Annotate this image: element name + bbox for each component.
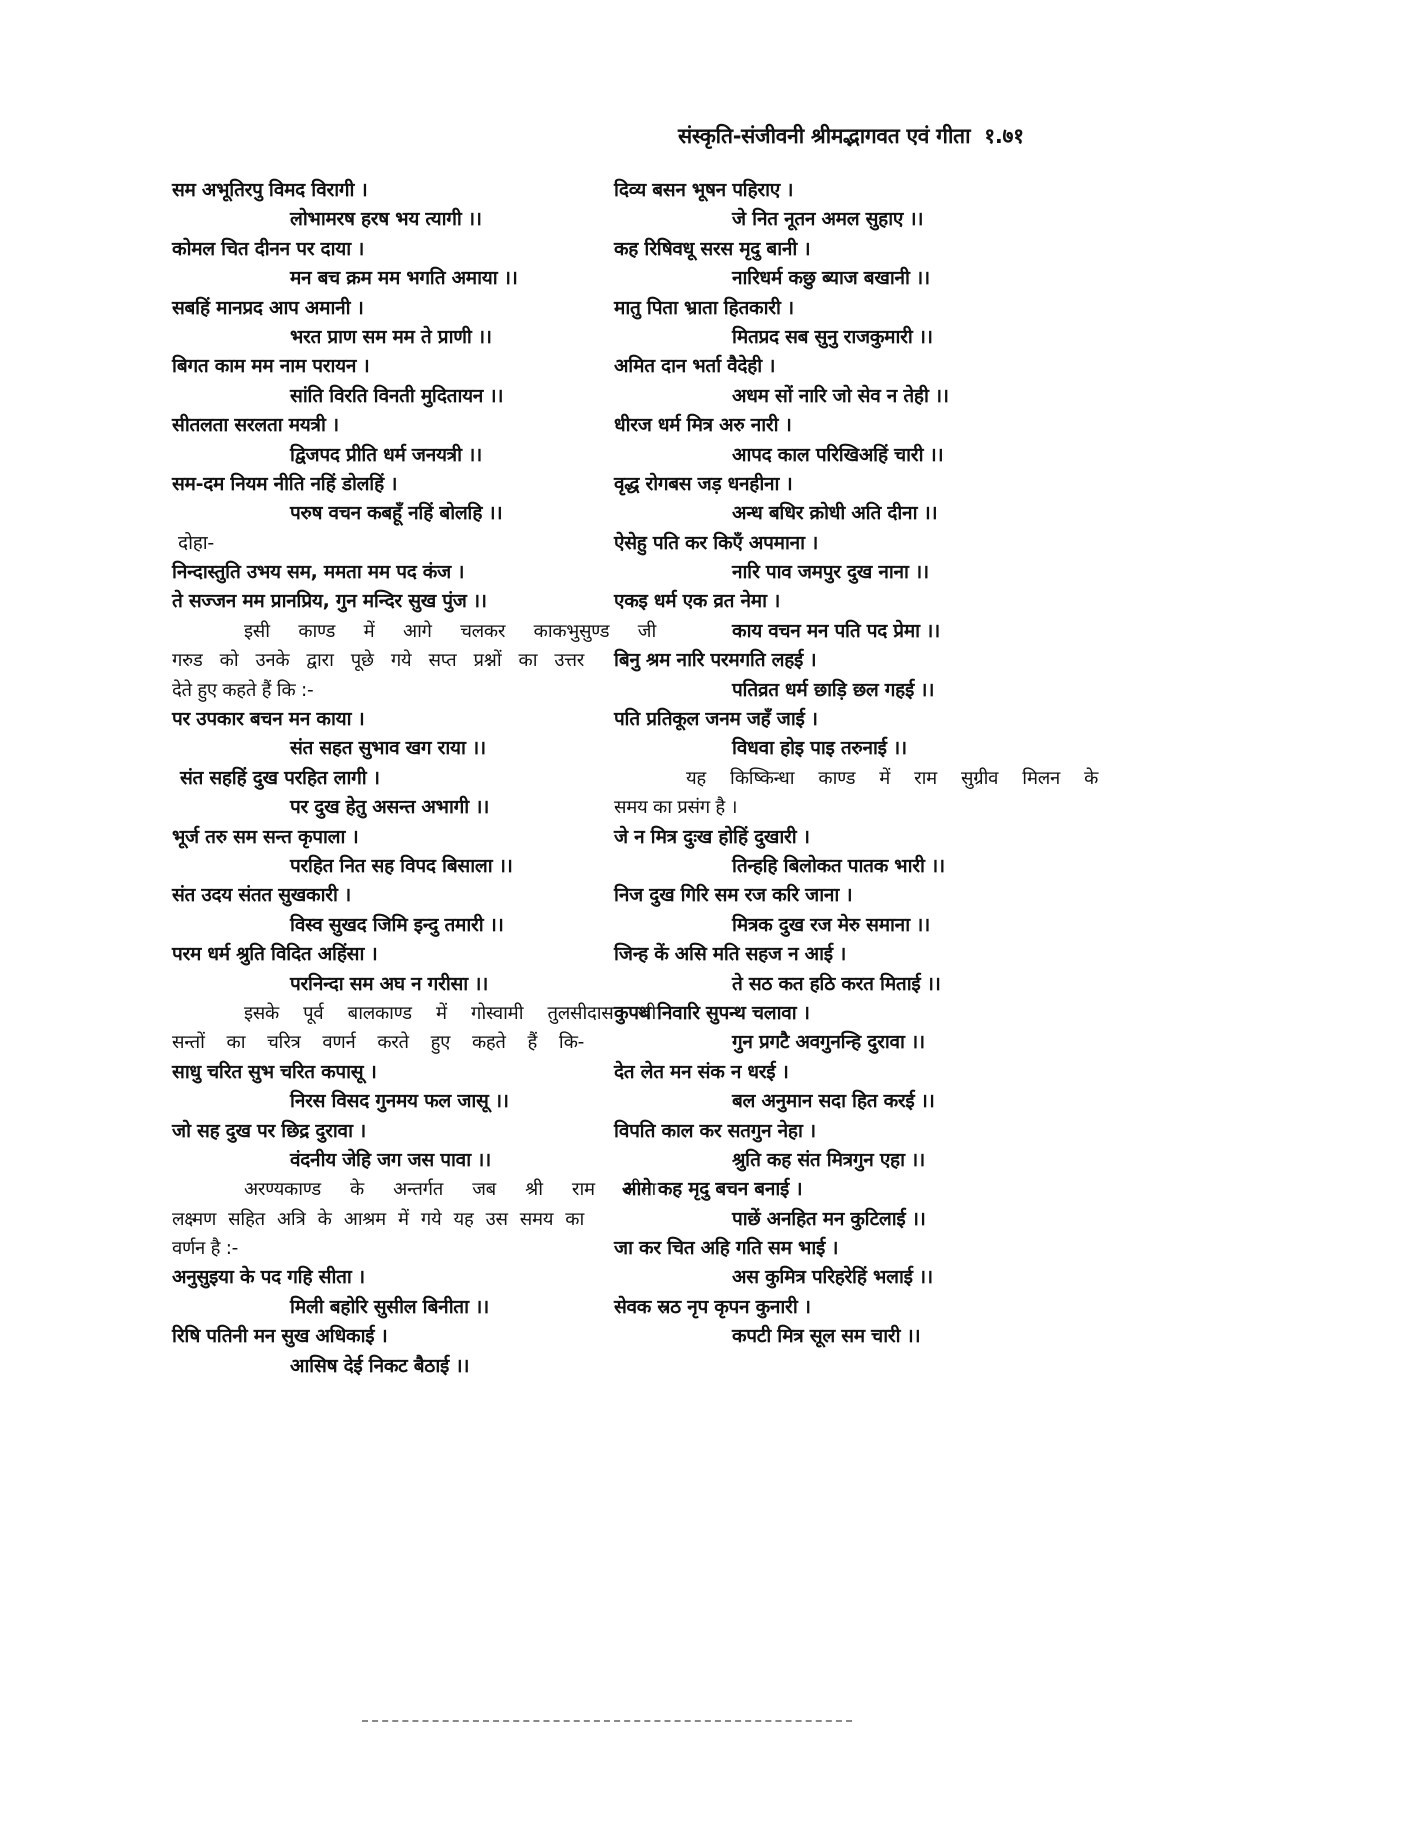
verse-line-second-half: पतिव्रत धर्म छाड़ि छल गहई ।। bbox=[732, 678, 935, 701]
verse-line-second-half: आपद काल परिखिअहिं चारी ।। bbox=[732, 443, 944, 466]
verse-line: बिगत काम मम नाम परायन । bbox=[172, 355, 370, 378]
verse-line: संत सहहिं दुख परहित लागी । bbox=[180, 766, 380, 789]
verse-line-second-half: सांति विरति विनती मुदितायन ।। bbox=[290, 384, 504, 407]
verse-line: देत लेत मन संक न धरई । bbox=[614, 1060, 789, 1083]
prose-line: वर्णन है :- bbox=[172, 1238, 239, 1260]
verse-line-second-half: विस्व सुखद जिमि इन्दु तमारी ।। bbox=[290, 913, 504, 936]
verse-line: सम-दम नियम नीति नहिं डोलहिं । bbox=[172, 472, 398, 495]
verse-line-second-half: मिली बहोरि सुसील बिनीता ।। bbox=[290, 1295, 489, 1318]
verse-line-second-half: गुन प्रगटै अवगुनन्हि दुरावा ।। bbox=[732, 1031, 925, 1054]
verse-line-second-half: अस कुमित्र परिहरेहिं भलाई ।। bbox=[732, 1266, 933, 1289]
prose-line: गरुड को उनके द्वारा पूछे गये सप्त प्रश्नों का उत्तर bbox=[172, 650, 584, 672]
verse-line: अनुसुइया के पद गहि सीता । bbox=[172, 1266, 365, 1289]
verse-line-second-half: निरस विसद गुनमय फल जासू ।। bbox=[290, 1090, 509, 1113]
verse-line-second-half: अन्ध बधिर क्रोधी अति दीना ।। bbox=[732, 502, 938, 525]
verse-line-second-half: परुष वचन कबहूँ नहिं बोलहि ।। bbox=[290, 502, 503, 525]
verse-line: कुपथ निवारि सुपन्थ चलावा । bbox=[614, 1001, 810, 1024]
verse-line-second-half: श्रुति कह संत मित्रगुन एहा ।। bbox=[732, 1148, 925, 1171]
verse-line-second-half: परहित नित सह विपद बिसाला ।। bbox=[290, 854, 513, 877]
verse-line: जिन्ह कें असि मति सहज न आई । bbox=[614, 943, 847, 966]
prose-line: समय का प्रसंग है । bbox=[614, 797, 738, 819]
verse-line-second-half: पाछें अनहित मन कुटिलाई ।। bbox=[732, 1207, 926, 1230]
verse-line: जे न मित्र दुःख होहिं दुखारी । bbox=[614, 825, 810, 848]
verse-line: सीतलता सरलता मयत्री । bbox=[172, 414, 339, 437]
running-header bbox=[678, 122, 1218, 150]
prose-line: देते हुए कहते हैं कि :- bbox=[172, 679, 314, 701]
prose-line: इसके पूर्व बालकाण्ड में गोस्वामी तुलसीदास जी bbox=[244, 1002, 656, 1024]
verse-line: जा कर चित अहि गति सम भाई । bbox=[614, 1237, 839, 1260]
prose-line: लक्ष्मण सहित अत्रि के आश्रम में गये यह उस समय का bbox=[172, 1208, 584, 1230]
verse-line-second-half: बल अनुमान सदा हित करई ।। bbox=[732, 1090, 935, 1113]
verse-line-second-half: भरत प्राण सम मम ते प्राणी ।। bbox=[290, 325, 492, 348]
verse-line-second-half: मितप्रद सब सुनु राजकुमारी ।। bbox=[732, 325, 933, 348]
verse-line-second-half: काय वचन मन पति पद प्रेमा ।। bbox=[732, 619, 940, 642]
verse-line: पर उपकार बचन मन काया । bbox=[172, 708, 365, 731]
verse-line: ऐसेहु पति कर किएँ अपमाना । bbox=[614, 531, 818, 554]
verse-line-second-half: विधवा होइ पाइ तरुनाई ।। bbox=[732, 737, 907, 760]
verse-line-second-half: मन बच क्रम मम भगति अमाया ।। bbox=[290, 267, 518, 290]
verse-line: साधु चरित सुभ चरित कपासू । bbox=[172, 1060, 377, 1083]
verse-line: सम अभूतिरपु विमद विरागी । bbox=[172, 179, 368, 201]
verse-line: सबहिं मानप्रद आप अमानी । bbox=[172, 296, 364, 319]
verse-line-second-half: आसिष देई निकट बैठाई ।। bbox=[290, 1354, 470, 1377]
verse-line: आगे कह मृदु बचन बनाई । bbox=[622, 1178, 803, 1201]
verse-line: दिव्य बसन भूषन पहिराए । bbox=[614, 179, 794, 201]
footer-dashed-rule bbox=[362, 1720, 852, 1722]
verse-line: परम धर्म श्रुति विदित अहिंसा । bbox=[172, 943, 378, 966]
verse-line-second-half: मित्रक दुख रज मेरु समाना ।। bbox=[732, 913, 930, 936]
section-label: दोहा- bbox=[178, 531, 214, 554]
header-title: संस्कृति-संजीवनी श्रीमद्भागवत एवं गीता bbox=[678, 124, 971, 148]
verse-line-second-half: नारिधर्म कछु ब्याज बखानी ।। bbox=[732, 267, 930, 290]
verse-line-second-half: परनिन्दा सम अघ न गरीसा ।। bbox=[290, 972, 489, 995]
verse-line: धीरज धर्म मित्र अरु नारी । bbox=[614, 414, 792, 437]
verse-line: एकइ धर्म एक व्रत नेमा । bbox=[614, 590, 780, 613]
verse-line: मातु पिता भ्राता हितकारी । bbox=[614, 296, 794, 319]
verse-line: निज दुख गिरि सम रज करि जाना । bbox=[614, 884, 853, 907]
verse-line-second-half: कपटी मित्र सूल सम चारी ।। bbox=[732, 1325, 921, 1348]
verse-line: अमित दान भर्ता वैदेही । bbox=[614, 355, 776, 378]
page-number: १.७१ bbox=[984, 124, 1024, 148]
left-column bbox=[172, 176, 672, 1381]
verse-line: बिनु श्रम नारि परमगति लहई । bbox=[614, 649, 817, 672]
verse-line-second-half: पर दुख हेतु असन्त अभागी ।। bbox=[290, 796, 490, 819]
verse-line: वृद्ध रोगबस जड़ धनहीना । bbox=[614, 472, 793, 495]
verse-line-second-half: वंदनीय जेहि जग जस पावा ।। bbox=[290, 1148, 491, 1171]
verse-line-second-half: जे नित नूतन अमल सुहाए ।। bbox=[732, 208, 924, 231]
prose-line: अरण्यकाण्ड के अन्तर्गत जब श्री राम सीता bbox=[244, 1179, 656, 1201]
verse-line-second-half: तिन्हहि बिलोकत पातक भारी ।। bbox=[732, 854, 945, 877]
right-column bbox=[614, 176, 1174, 1352]
verse-line: भूर्ज तरु सम सन्त कृपाला । bbox=[172, 825, 359, 848]
verse-line-second-half: द्विजपद प्रीति धर्म जनयत्री ।। bbox=[290, 443, 482, 466]
verse-line: जो सह दुख पर छिद्र दुरावा । bbox=[172, 1119, 366, 1142]
verse-line: ते सज्जन मम प्रानप्रिय, गुन मन्दिर सुख पुंज ।। bbox=[172, 590, 487, 613]
verse-line-second-half: संत सहत सुभाव खग राया ।। bbox=[290, 737, 486, 760]
verse-line: रिषि पतिनी मन सुख अधिकाई । bbox=[172, 1325, 388, 1348]
verse-line: कोमल चित दीनन पर दाया । bbox=[172, 237, 365, 260]
prose-line: इसी काण्ड में आगे चलकर काकभुसुण्ड जी bbox=[244, 620, 656, 642]
verse-line-second-half: लोभामरष हरष भय त्यागी ।। bbox=[290, 208, 482, 231]
verse-line-second-half: नारि पाव जमपुर दुख नाना ।। bbox=[732, 561, 929, 584]
verse-line: निन्दास्तुति उभय सम, ममता मम पद कंज । bbox=[172, 561, 465, 584]
verse-line-second-half: अधम सों नारि जो सेव न तेही ।। bbox=[732, 384, 949, 407]
verse-line: पति प्रतिकूल जनम जहँ जाई । bbox=[614, 708, 818, 731]
verse-line-second-half: ते सठ कत हठि करत मिताई ।। bbox=[732, 972, 941, 995]
prose-line: यह किष्किन्धा काण्ड में राम सुग्रीव मिलन के bbox=[686, 767, 1098, 789]
verse-line: विपति काल कर सतगुन नेहा । bbox=[614, 1119, 816, 1142]
verse-line: संत उदय संतत सुखकारी । bbox=[172, 884, 351, 907]
verse-line: कह रिषिवधू सरस मृदु बानी । bbox=[614, 237, 811, 260]
verse-line: सेवक स्रठ नृप कृपन कुनारी । bbox=[614, 1295, 811, 1318]
prose-line: सन्तों का चरित्र वणर्न करते हुए कहते हैं कि- bbox=[172, 1032, 584, 1054]
